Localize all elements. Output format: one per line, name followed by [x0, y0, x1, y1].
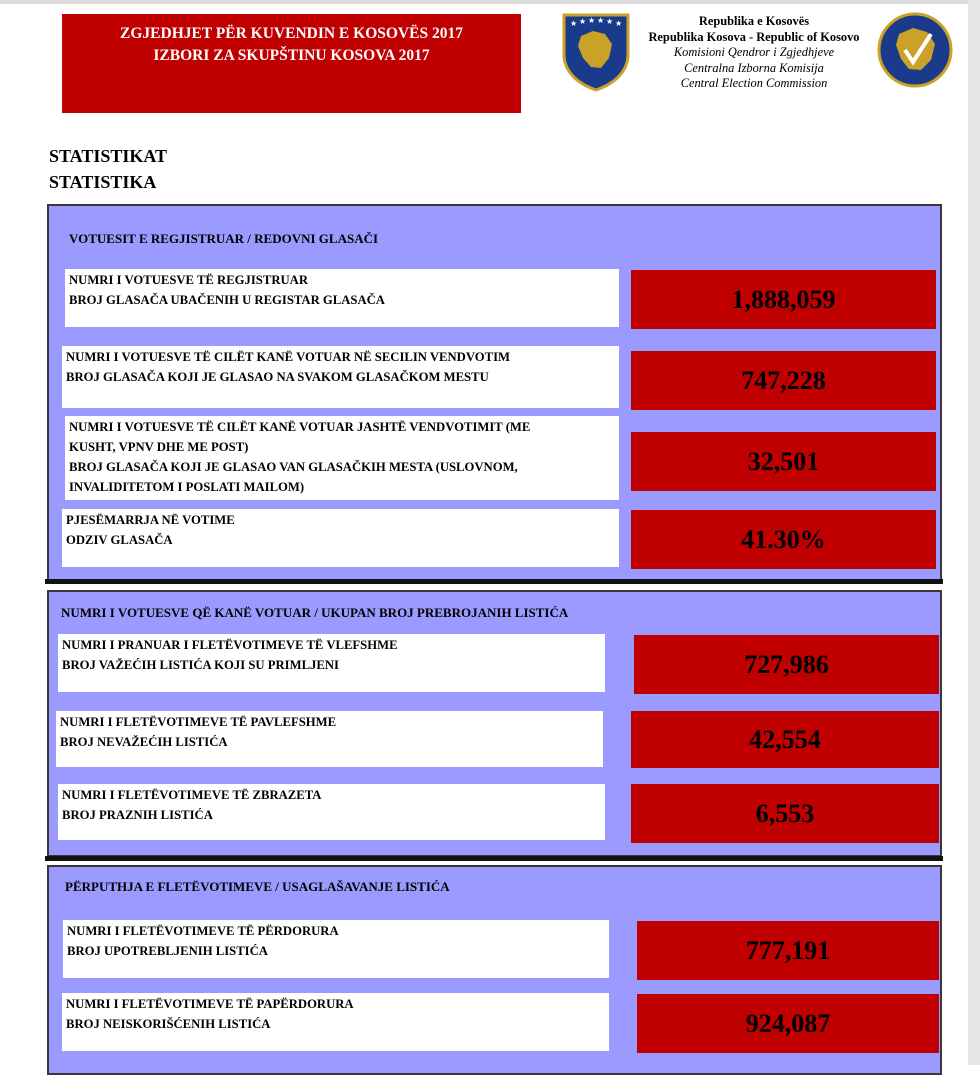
label-line: BROJ GLASAČA KOJI JE GLASAO NA SVAKOM GLASAČKOM MESTU — [66, 370, 489, 384]
election-title-banner — [62, 14, 521, 113]
label-line: NUMRI I FLETËVOTIMEVE TË ZBRAZETA — [62, 788, 322, 802]
label-line: BROJ UPOTREBLJENIH LISTIĆA — [67, 944, 268, 958]
svg-text:★: ★ — [615, 19, 623, 28]
page-title — [49, 143, 167, 195]
svg-text:★: ★ — [579, 17, 587, 26]
stat-value: 32,501 — [631, 432, 936, 491]
svg-text:★: ★ — [570, 19, 578, 28]
stat-label — [65, 269, 619, 327]
stat-value: 747,228 — [631, 351, 936, 410]
label-line: BROJ NEVAŽEĆIH LISTIĆA — [60, 735, 228, 749]
org-line: Komisioni Qendror i Zgjedhjeve — [673, 45, 835, 59]
stat-label — [56, 711, 603, 767]
label-line: BROJ GLASAČA KOJI JE GLASAO VAN GLASAČKIH MESTA (USLOVNOM, — [69, 460, 518, 474]
label-line: NUMRI I VOTUESVE TË REGJISTRUAR — [69, 273, 308, 287]
kosovo-coat-of-arms-icon — [561, 12, 631, 92]
svg-text:★: ★ — [597, 16, 605, 25]
label-line: PJESËMARRJA NË VOTIME — [66, 513, 235, 527]
org-line: Republika e Kosovës — [698, 14, 810, 28]
title-albanian: ZGJEDHJET PËR KUVENDIN E KOSOVËS 2017 — [120, 25, 463, 42]
label-line: BROJ VAŽEĆIH LISTIĆA KOJI SU PRIMLJENI — [62, 658, 339, 672]
stat-value: 41.30% — [631, 510, 936, 569]
page-title-albanian: STATISTIKAT — [49, 146, 168, 166]
label-line: NUMRI I VOTUESVE TË CILËT KANË VOTUAR NË SECILIN VENDVOTIM — [66, 350, 510, 364]
label-line: BROJ GLASAČA UBAČENIH U REGISTAR GLASAČA — [69, 293, 385, 307]
stat-value: 727,986 — [634, 635, 939, 694]
stat-value: 924,087 — [637, 994, 939, 1053]
stat-value: 1,888,059 — [631, 270, 936, 329]
label-line: INVALIDITETOM I POSLATI MAILOM) — [69, 480, 305, 494]
section-divider — [45, 579, 943, 584]
stat-label — [65, 416, 619, 500]
section-title: PËRPUTHJA E FLETËVOTIMEVE / USAGLAŠAVANJE LISTIĆA — [65, 879, 450, 894]
scrollbar-track[interactable] — [968, 0, 980, 1065]
label-line: NUMRI I FLETËVOTIMEVE TË PAPËRDORURA — [66, 997, 354, 1011]
stat-value: 777,191 — [637, 921, 939, 980]
org-line: Central Election Commission — [680, 76, 828, 90]
stat-label — [62, 509, 619, 567]
label-line: KUSHT, VPNV DHE ME POST) — [69, 440, 249, 454]
org-line: Centralna Izborna Komisija — [684, 60, 824, 75]
stat-label — [58, 634, 605, 692]
svg-text:★: ★ — [588, 16, 596, 25]
institution-names — [634, 14, 874, 92]
label-line: BROJ PRAZNIH LISTIĆA — [62, 808, 213, 822]
section-title: VOTUESIT E REGJISTRUAR / REDOVNI GLASAČI — [69, 231, 379, 246]
stat-label — [58, 784, 605, 840]
stat-label — [63, 920, 609, 978]
label-line: ODZIV GLASAČA — [66, 533, 173, 547]
label-line: NUMRI I FLETËVOTIMEVE TË PËRDORURA — [67, 924, 339, 938]
stat-label — [62, 993, 609, 1051]
title-serbian: IZBORI ZA SKUPŠTINU KOSOVA 2017 — [153, 47, 430, 64]
label-line: BROJ NEISKORIŠĆENIH LISTIĆA — [66, 1017, 271, 1031]
stat-label — [62, 346, 619, 408]
page-top-edge — [0, 0, 980, 4]
cec-emblem-icon — [877, 12, 953, 88]
label-line: NUMRI I VOTUESVE TË CILËT KANË VOTUAR JASHTË VENDVOTIMIT (ME — [69, 420, 531, 434]
svg-text:★: ★ — [606, 17, 614, 26]
label-line: NUMRI I PRANUAR I FLETËVOTIMEVE TË VLEFSHME — [62, 638, 398, 652]
stat-value: 42,554 — [631, 711, 939, 768]
page-title-serbian: STATISTIKA — [49, 172, 157, 192]
section-divider — [45, 856, 943, 861]
stat-value: 6,553 — [631, 784, 939, 843]
section-title: NUMRI I VOTUESVE QË KANË VOTUAR / UKUPAN BROJ PREBROJANIH LISTIĆA — [61, 605, 569, 620]
org-line: Republika Kosova - Republic of Kosovo — [648, 29, 860, 44]
label-line: NUMRI I FLETËVOTIMEVE TË PAVLEFSHME — [60, 715, 337, 729]
